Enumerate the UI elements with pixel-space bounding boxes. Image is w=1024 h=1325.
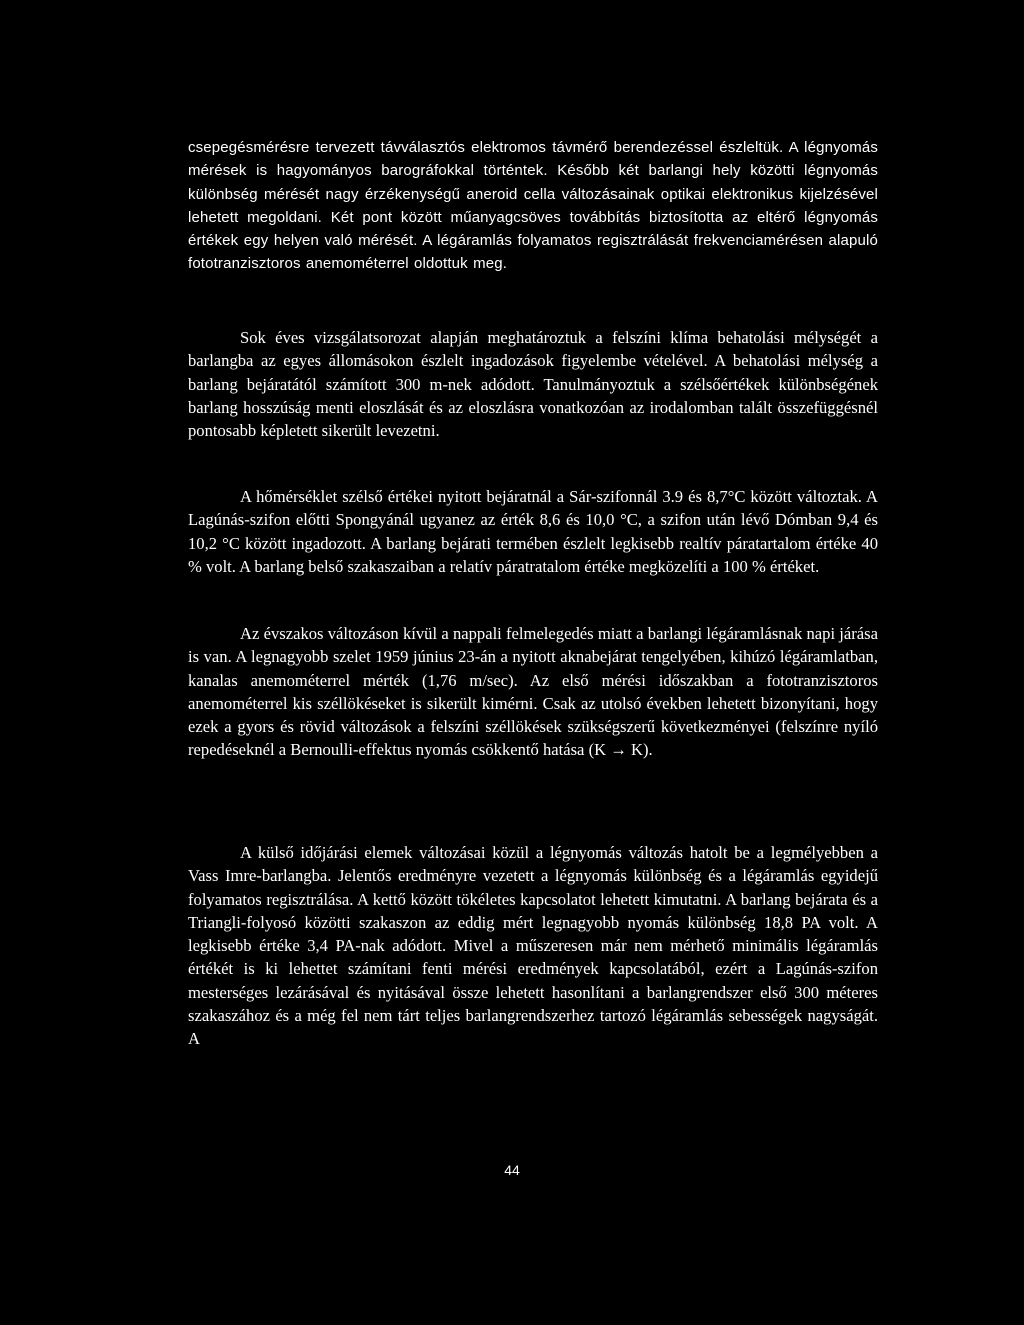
paragraph-temperature-extremes <box>188 485 878 578</box>
paragraph-air-pressure <box>188 841 878 1051</box>
paragraph-text: A külső időjárási elemek változásai közül a légnyomás változás hatolt be a legmélyebben a Vass Imre-barlangba. Jelentős eredményre vezetett a légnyomás különbség és a légáramlás egyidejű folyamatos regisztrálása. A kettő között tökéletes kapcsolatot lehetett kimutatni. A barlang bejárata és a Triangli-folyosó közötti szakaszon az eddig mért legnagyobb nyomás különbség 18,8 PA volt. A legkisebb értéke 3,4 PA-nak adódott. Mivel a műszeresen már nem mérhető minimális légáramlás értékét is ki lehettet számítani fenti mérési eredmények kapcsolatából, ezért a Lagúnás-szifon mesterséges lezárásával és nyitásával össze lehetett hasonlítani a barlangrendszer első 300 méteres szakaszához és a még fel nem tárt teljes barlangrendszerhez tartozó légáramlás sebességek nagyságát. A <box>188 843 878 1049</box>
paragraph-measurement-methods <box>188 136 878 276</box>
page-number: 44 <box>504 1162 520 1178</box>
paragraph-climate-penetration <box>188 326 878 442</box>
paragraph-text: csepegésmérésre tervezett távválasztós elektromos távmérő berendezéssel észleltük. A légnyomás mérések is hagyományos barográfokkal történtek. Később két barlangi hely közötti légnyomás különbség mérését nagy érzékenységű aneroid cella változásainak optikai elektronikus kijelzésével lehetett megoldani. Két pont között műanyagcsöves továbbítás biztosította az eltérő légnyomás értékek egy helyen való mérését. A légáramlás folyamatos regisztrálását frekvenciamérésen alapuló fototranzisztoros anemométerrel oldottuk meg. <box>188 139 878 273</box>
paragraph-air-flow <box>188 622 878 762</box>
paragraph-text: Az évszakos változáson kívül a nappali felmelegedés miatt a barlangi légáramlásnak napi járása is van. A legnagyobb szelet 1959 június 23-án a nyitott aknabejárat tengelyében, kihúzó légáramlatban, kanalas anemométerrel mérték (1,76 m/sec). Az első mérési időszakban a fototranzisztoros anemométerrel kis széllökéseket is sikerült kimérni. Csak az utolsó években lehetett bizonyítani, hogy ezek a gyors és rövid változások a felszíni széllökések szükségszerű következményei (felszínre nyíló repedéseknél a Bernoulli-effektus nyomás csökkentő hatása (K → K). <box>188 624 878 760</box>
paragraph-text: Sok éves vizsgálatsorozat alapján meghatároztuk a felszíni klíma behatolási mélységét a barlangba az egyes állomásokon észlelt ingadozások figyelembe vételével. A behatolási mélység a barlang bejáratától számított 300 m-nek adódott. Tanulmányoztuk a szélsőértékek különbségének barlang hosszúság menti eloszlását és az eloszlásra vonatkozóan az irodalomban talált összefüggésnél pontosabb képletett sikerült levezetni. <box>188 328 878 441</box>
paragraph-text: A hőmérséklet szélső értékei nyitott bejáratnál a Sár-szifonnál 3.9 és 8,7°C között változtak. A Lagúnás-szifon előtti Spongyánál ugyanez az érték 8,6 és 10,0 °C, a szifon után lévő Dómban 9,4 és 10,2 °C között ingadozott. A barlang bejárati termében észlelt legkisebb realtív páratartalom értéke 40 % volt. A barlang belső szakaszaiban a relatív páratratalom értéke megközelíti a 100 % értéket. <box>188 487 878 576</box>
